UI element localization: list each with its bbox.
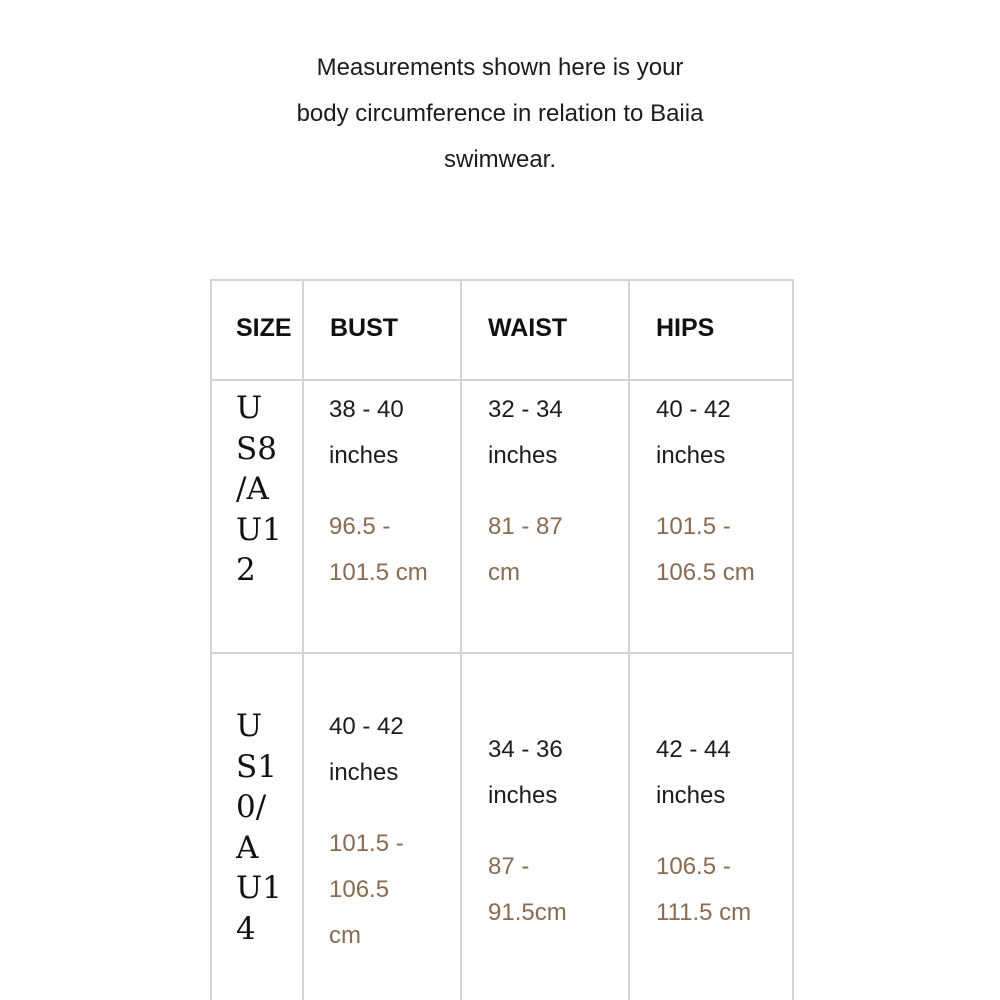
table-border [628,279,630,1000]
cm-value: 101.5 - [329,830,404,857]
table-border [210,279,212,1000]
cm-value: 96.5 - [329,513,391,540]
waist-cell [488,387,563,596]
cm-value: 106.5 [329,876,390,903]
cm-value: cm [488,559,520,586]
size-text: S8 [236,430,277,467]
inches-value: 40 - 42 [329,713,404,740]
size-chart-table [210,279,794,1000]
inches-value: inches [656,442,726,469]
hips-cell [656,387,755,596]
inches-value: 32 - 34 [488,396,563,423]
intro-line: body circumference in relation to Baiia [296,100,704,127]
header-size: SIZE [236,314,292,342]
cm-value: 87 - [488,853,530,880]
waist-cell [488,727,567,936]
inches-value: inches [488,442,558,469]
table-border [460,279,462,1000]
inches-value: 38 - 40 [329,396,404,423]
size-text: 0/ [236,789,267,825]
cm-value: 106.5 - [656,853,731,880]
inches-value: inches [329,442,399,469]
intro-line: Measurements shown here is your [316,54,684,81]
bust-cell [329,387,428,596]
table-border [302,279,304,1000]
cm-value: 106.5 cm [656,559,755,586]
header-hips: HIPS [656,314,715,342]
inches-value: inches [329,759,399,786]
inches-value: inches [488,782,558,809]
cm-value: cm [329,922,361,949]
inches-value: 40 - 42 [656,396,731,423]
cm-value: 81 - 87 [488,513,563,540]
size-cell [236,388,282,591]
size-text: 2 [236,552,256,588]
size-text: U [236,708,263,744]
header-bust: BUST [330,314,399,342]
hips-cell [656,727,751,936]
inches-value: 34 - 36 [488,736,563,763]
size-text: S1 [236,748,277,785]
size-text: U1 [236,511,282,548]
cm-value: 101.5 cm [329,559,428,586]
cm-value: 111.5 cm [656,899,752,926]
size-text: /A [236,471,269,507]
bust-cell [329,704,404,959]
inches-value: 42 - 44 [656,736,731,763]
cm-value: 91.5cm [488,899,567,926]
header-waist: WAIST [488,314,568,342]
table-border [210,279,794,281]
intro-line: swimwear. [443,146,557,173]
size-cell [236,706,282,949]
inches-value: inches [656,782,726,809]
size-text: 4 [236,910,256,947]
size-text: U1 [236,870,282,906]
table-border [792,279,794,1000]
cm-value: 101.5 - [656,513,731,540]
intro-text [250,45,750,183]
table-border [210,652,794,654]
table-border [210,379,794,381]
size-text: U [236,390,263,426]
size-text: A [236,829,259,866]
